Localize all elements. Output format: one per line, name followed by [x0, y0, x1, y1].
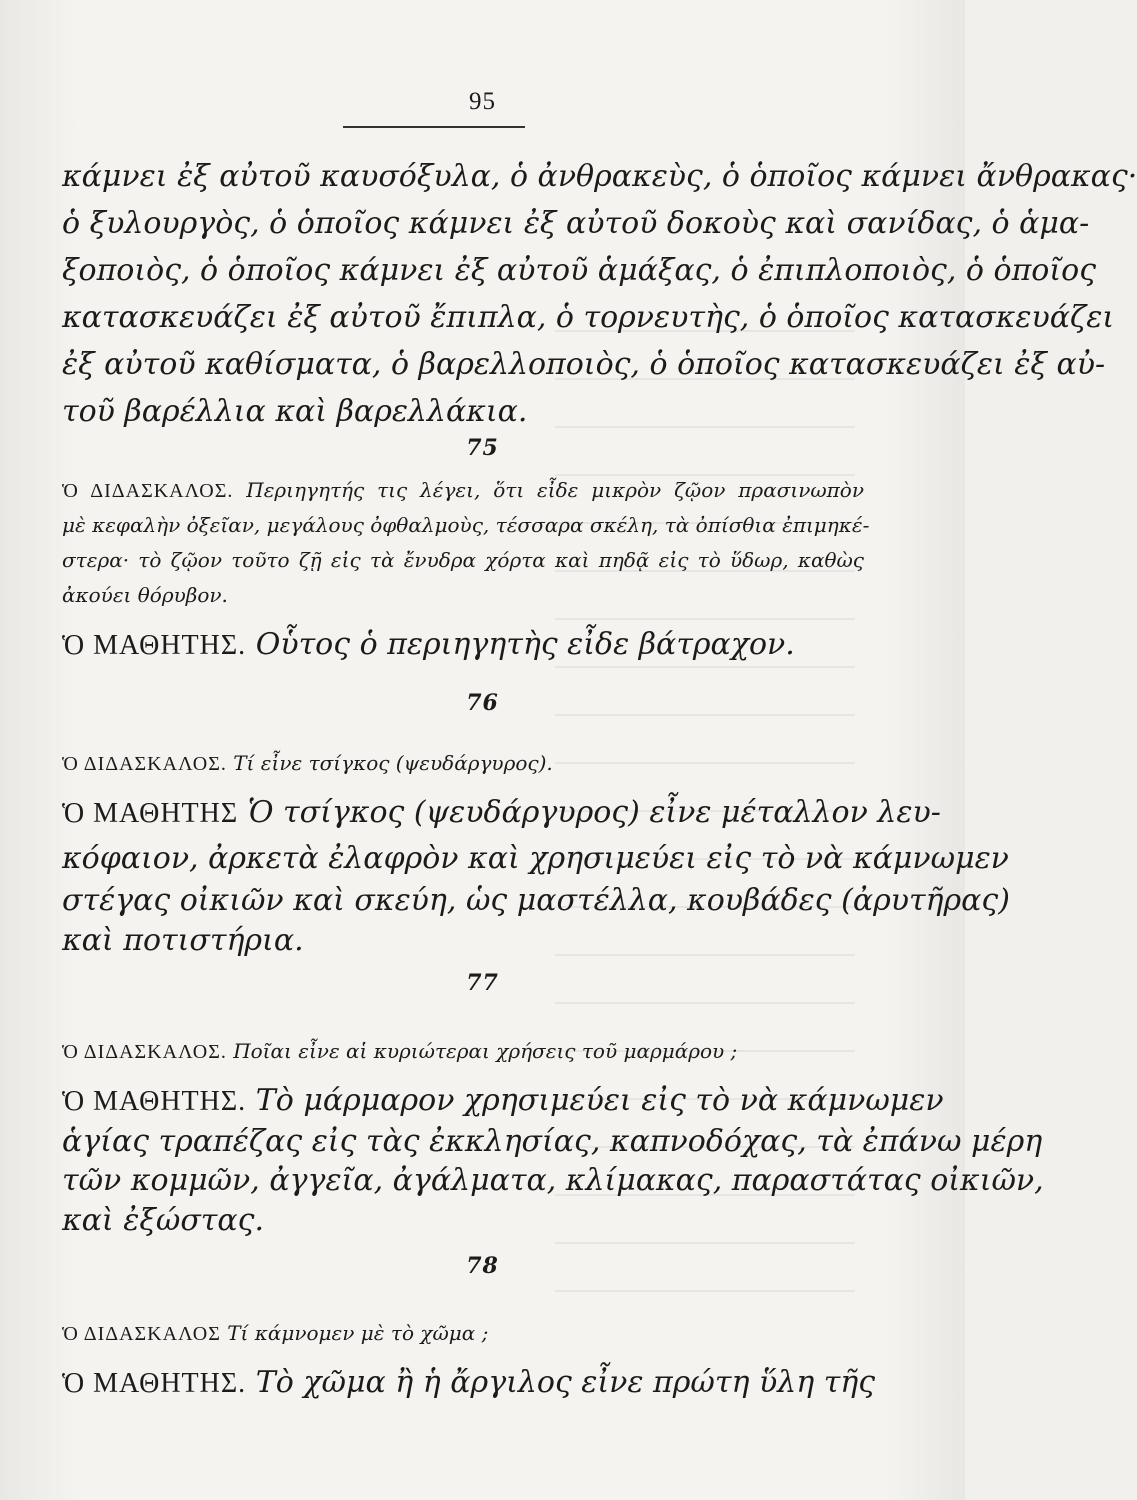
teacher-text: Τί κάμνομεν μὲ τὸ χῶμα ; [227, 1321, 489, 1345]
student-line [62, 1364, 876, 1403]
body-line: ὁ ξυλουργὸς, ὁ ὁποῖος κάμνει ἐξ αὐτοῦ δοκοὺς καὶ σανίδας, ὁ ἁμα- [62, 206, 1090, 241]
student-speaker: Ὁ ΜΑΘΗΤΗΣ [62, 798, 239, 829]
body-line: ἐξ αὐτοῦ καθίσματα, ὁ βαρελλοποιὸς, ὁ ὁποῖος κατασκευάζει ἐξ αὐ- [62, 347, 1106, 382]
teacher-line: ἀκούει θόρυβον. [62, 583, 228, 607]
student-line: καὶ ποτιστήρια. [62, 923, 304, 958]
body-line: κάμνει ἐξ αὐτοῦ καυσόξυλα, ὁ ἀνθρακεὺς, ὁ ὁποῖος κάμνει ἄνθρακας· [62, 159, 1137, 194]
student-line [62, 794, 941, 833]
teacher-line [62, 748, 553, 779]
section-number: 76 [466, 690, 499, 716]
teacher-speaker: Ὁ ΔΙΔΑΣΚΑΛΟΣ [62, 1323, 221, 1345]
section-number: 77 [466, 970, 499, 996]
body-line: κατασκευάζει ἐξ αὐτοῦ ἔπιπλα, ὁ τορνευτὴς, ὁ ὁποῖος κατασκευάζει [62, 300, 1115, 335]
teacher-line: στερα· τὸ ζῷον τοῦτο ζῇ εἰς τὰ ἔνυδρα χόρτα καὶ πηδᾷ εἰς τὸ ὕδωρ, καθὼς [62, 548, 864, 572]
student-speaker: Ὁ ΜΑΘΗΤΗΣ. [62, 1368, 247, 1399]
teacher-line [62, 1318, 488, 1349]
student-text: Οὗτος ὁ περιηγητὴς εἶδε βάτραχον. [255, 627, 795, 662]
teacher-text: Ποῖαι εἶνε αἱ κυριώτεραι χρήσεις τοῦ μαρμάρου ; [233, 1039, 738, 1063]
student-text: Τὸ χῶμα ἢ ἡ ἄργιλος εἶνε πρώτη ὕλη τῆς [255, 1365, 876, 1400]
student-line: καὶ ἐξώστας. [62, 1203, 264, 1238]
teacher-speaker: Ὁ ΔΙΔΑΣΚΑΛΟΣ. [62, 480, 234, 502]
student-line [62, 1082, 944, 1121]
body-line: ξοποιὸς, ὁ ὁποῖος κάμνει ἐξ αὐτοῦ ἁμάξας, ὁ ἐπιπλοποιὸς, ὁ ὁποῖος [62, 253, 1096, 288]
teacher-text: Τί εἶνε τσίγκος (ψευδάργυρος). [233, 751, 553, 775]
section-number: 75 [466, 435, 499, 461]
student-speaker: Ὁ ΜΑΘΗΤΗΣ. [62, 1086, 247, 1117]
student-line: στέγας οἰκιῶν καὶ σκεύη, ὡς μαστέλλα, κουβάδες (ἀρυτῆρας) [62, 883, 1010, 918]
student-speaker: Ὁ ΜΑΘΗΤΗΣ. [62, 630, 247, 661]
teacher-speaker: Ὁ ΔΙΔΑΣΚΑΛΟΣ. [62, 1041, 227, 1063]
student-line: ἁγίας τραπέζας εἰς τὰς ἐκκλησίας, καπνοδόχας, τὰ ἐπάνω μέρη [62, 1124, 1043, 1159]
page-number: 95 [469, 88, 496, 115]
section-number: 78 [466, 1253, 499, 1279]
body-line: τοῦ βαρέλλια καὶ βαρελλάκια. [62, 394, 528, 429]
teacher-line [62, 475, 864, 506]
student-text: Τὸ μάρμαρον χρησιμεύει εἰς τὸ νὰ κάμνωμεν [255, 1083, 944, 1118]
teacher-line [62, 1036, 737, 1067]
header-rule [343, 126, 525, 128]
student-text: Ὁ τσίγκος (ψευδάργυρος) εἶνε μέταλλον λευ- [247, 795, 941, 830]
student-line: τῶν κομμῶν, ἀγγεῖα, ἀγάλματα, κλίμακας, παραστάτας οἰκιῶν, [62, 1163, 1044, 1198]
student-line [62, 626, 795, 665]
teacher-speaker: Ὁ ΔΙΔΑΣΚΑΛΟΣ. [62, 753, 227, 775]
teacher-text: Περιηγητής τις λέγει, ὅτι εἶδε μικρὸν ζῷον πρασινωπὸν [246, 478, 865, 502]
student-line: κόφαιον, ἀρκετὰ ἐλαφρὸν καὶ χρησιμεύει εἰς τὸ νὰ κάμνωμεν [62, 841, 1009, 876]
teacher-line: μὲ κεφαλὴν ὀξεῖαν, μεγάλους ὀφθαλμοὺς, τέσσαρα σκέλη, τὰ ὀπίσθια ἐπιμηκέ- [62, 513, 870, 537]
